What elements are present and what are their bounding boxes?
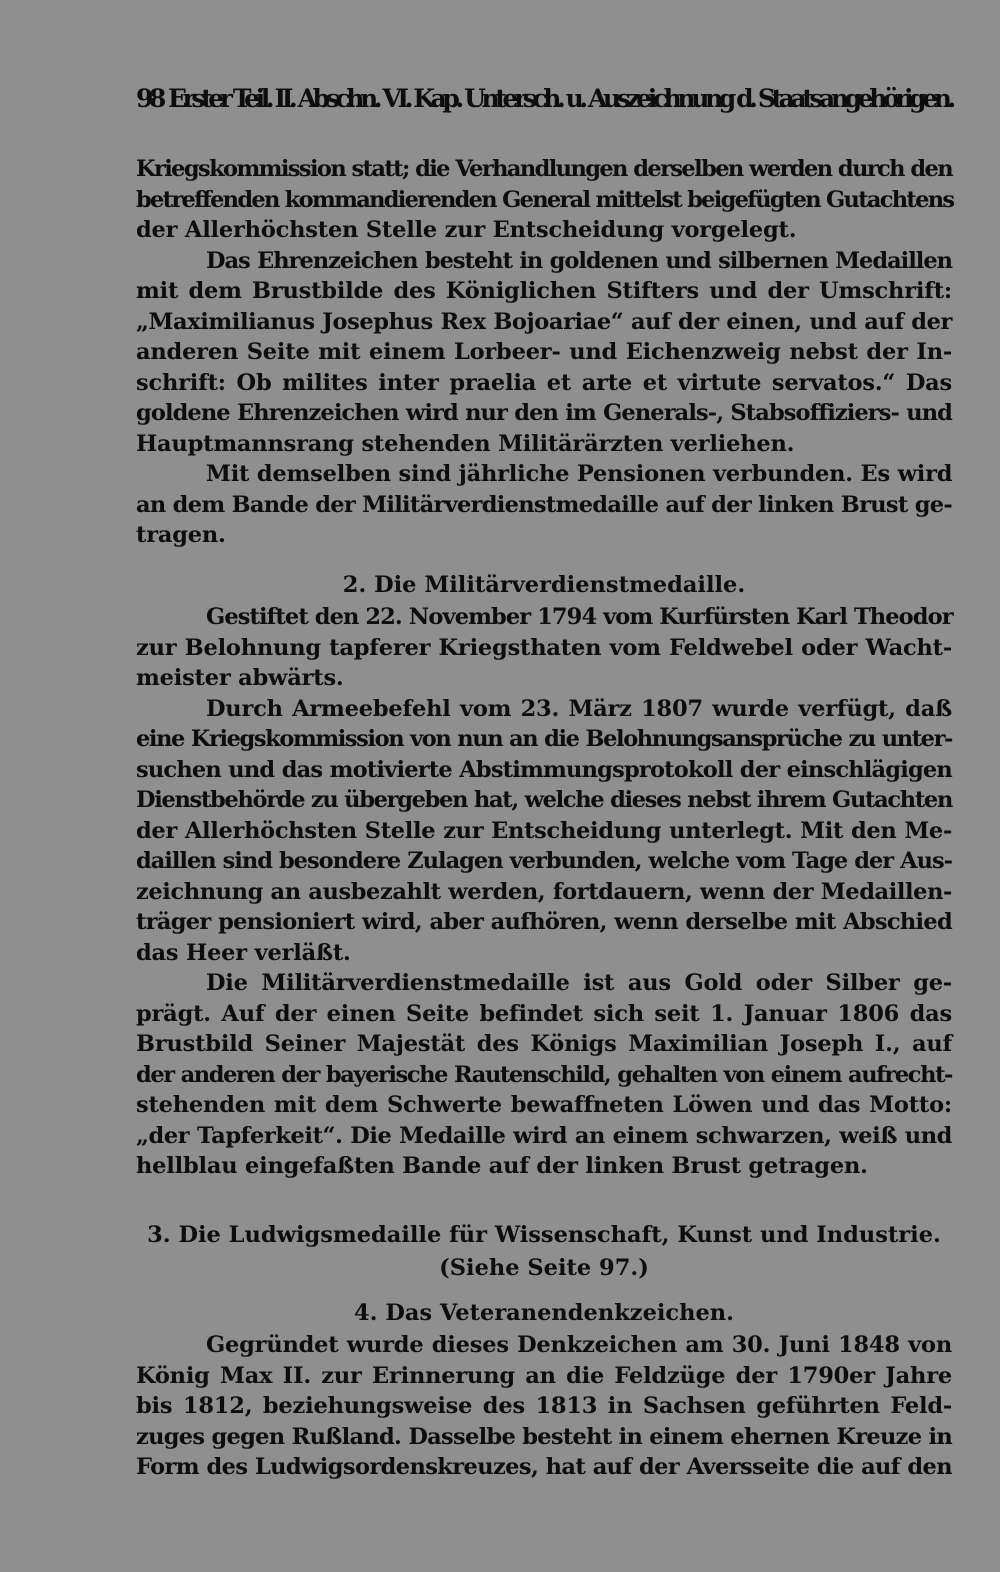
section-ludwigsmedaille <box>136 1218 952 1284</box>
text-line: meister abwärts. <box>136 665 344 691</box>
text-line: goldene Ehrenzeichen wird nur den im Generals-, Stabsoffiziers- und <box>136 400 952 426</box>
text-line: Durch Armeebefehl vom 23. März 1807 wurde verfügt, daß <box>206 695 952 722</box>
section-heading: 4. Das Veteranendenkzeichen. <box>354 1300 734 1326</box>
text-line: Mit demselben sind jährliche Pensionen verbunden. Es wird <box>206 461 953 487</box>
text-line: Dienstbehörde zu übergeben hat, welche dieses nebst ihrem Gutachten <box>136 787 952 813</box>
text-line: bis 1812, beziehungsweise des 1813 in Sachsen geführten Feld- <box>136 1393 952 1419</box>
text-line: Hauptmannsrang stehenden Militärärzten verliehen. <box>136 430 795 457</box>
text-line: schrift: Ob milites inter praelia et arte et virtute servatos.“ Das <box>136 369 952 396</box>
text-line: prägt. Auf der einen Seite befindet sich seit 1. Januar 1806 das <box>136 1000 952 1027</box>
text-line: das Heer verläßt. <box>136 939 351 966</box>
text-line: an dem Bande der Militärverdienstmedaille auf der linken Brust ge- <box>136 491 952 518</box>
text-line: mit dem Brustbilde des Königlichen Stifters und der Umschrift: <box>136 278 952 304</box>
text-line: anderen Seite mit einem Lorbeer- und Eichenzweig nebst der In- <box>136 339 952 365</box>
cross-reference: (Siehe Seite 97.) <box>439 1255 649 1281</box>
text-line: Gegründet wurde dieses Denkzeichen am 30. Juni 1848 von <box>206 1332 952 1358</box>
text-line: tragen. <box>136 522 226 548</box>
section-heading: 3. Die Ludwigsmedaille für Wissenschaft, Kunst und Industrie. <box>147 1222 941 1248</box>
section-veteranendenkzeichen <box>136 1296 952 1483</box>
page-number: 98 <box>136 84 162 113</box>
text-line: der anderen der bayerische Rautenschild, gehalten von einem aufrecht- <box>136 1061 952 1088</box>
text-line: träger pensioniert wird, aber aufhören, wenn derselbe mit Abschied <box>136 909 952 935</box>
text-line: Form des Ludwigsordenskreuzes, hat auf der Aversseite die auf den <box>136 1454 952 1480</box>
text-line: Gestiftet den 22. November 1794 vom Kurfürsten Karl Theodor <box>206 604 953 630</box>
text-line: stehenden mit dem Schwerte bewaffneten Löwen und das Motto: <box>136 1092 952 1118</box>
text-line: Kriegskommission statt; die Verhandlungen derselben werden durch den <box>136 156 952 182</box>
text-line: zur Belohnung tapferer Kriegsthaten vom Feldwebel oder Wacht- <box>136 634 952 661</box>
text-line: Das Ehrenzeichen besteht in goldenen und silbernen Medaillen <box>206 247 952 274</box>
text-line: eine Kriegskommission von nun an die Belohnungsansprüche zu unter- <box>136 726 952 752</box>
text-line: „der Tapferkeit“. Die Medaille wird an einem schwarzen, weiß und <box>136 1122 952 1149</box>
text-line: der Allerhöchsten Stelle zur Entscheidung unterlegt. Mit den Me- <box>136 817 952 844</box>
section-heading: 2. Die Militärverdienstmedaille. <box>342 572 746 598</box>
running-head <box>136 82 952 116</box>
text-line: suchen und das motivierte Abstimmungsprotokoll der einschlägigen <box>136 756 952 783</box>
text-line: betreffenden kommandierenden General mittelst beigefügten Gutachtens <box>136 186 954 213</box>
text-line: daillen sind besondere Zulagen verbunden, welche vom Tage der Aus- <box>136 848 952 874</box>
text-line: der Allerhöchsten Stelle zur Entscheidung vorgelegt. <box>136 217 797 243</box>
text-line: Die Militärverdienstmedaille ist aus Gold oder Silber ge- <box>206 970 952 996</box>
section-militaerverdienstmedaille <box>136 568 952 1182</box>
paragraph-block-ehrenzeichen <box>136 154 952 551</box>
running-head-title: Erster Teil. II. Abschn. VI. Kap. Untersch. u. Auszeichnung d. Staatsangehörigen. <box>168 84 952 113</box>
text-line: „Maximilianus Josephus Rex Bojoariae“ auf der einen, und auf der <box>136 308 952 335</box>
text-line: hellblau eingefaßten Bande auf der linken Brust getragen. <box>136 1153 868 1179</box>
text-line: zuges gegen Rußland. Dasselbe besteht in einem ehernen Kreuze in <box>136 1423 952 1450</box>
text-line: zeichnung an ausbezahlt werden, fortdauern, wenn der Medaillen- <box>136 878 952 905</box>
text-line: König Max II. zur Erinnerung an die Feldzüge der 1790er Jahre <box>136 1362 952 1389</box>
text-line: Brustbild Seiner Majestät des Königs Maximilian Joseph I., auf <box>136 1031 952 1057</box>
